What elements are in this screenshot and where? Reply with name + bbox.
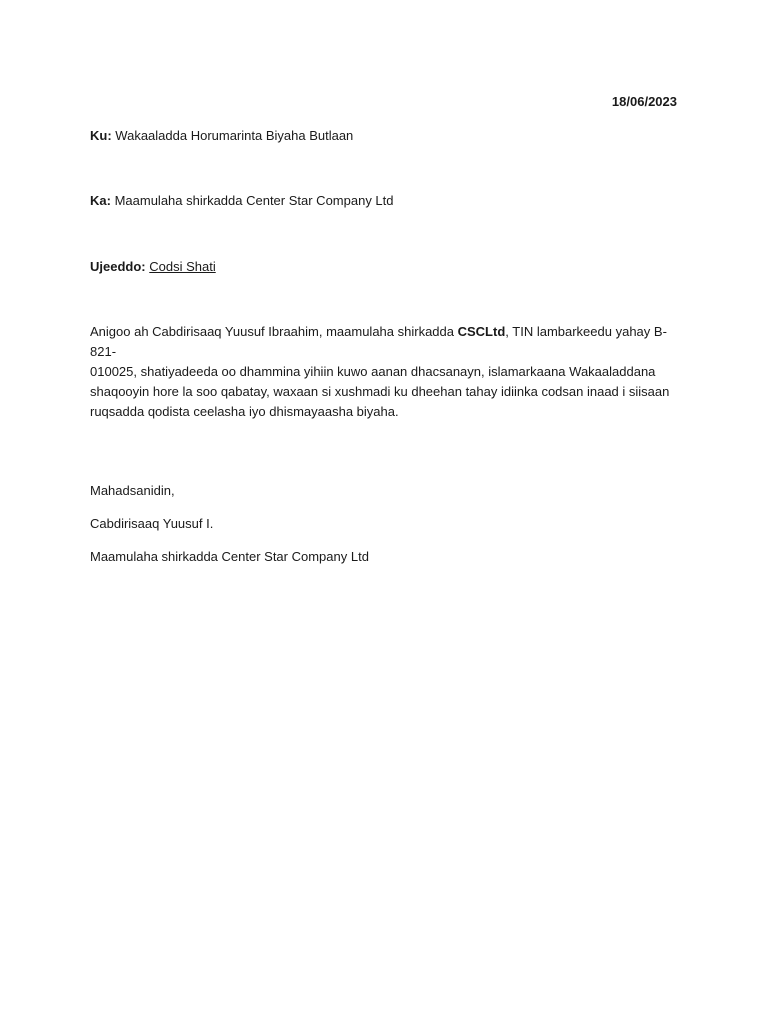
sender-label: Ka: (90, 193, 111, 208)
body-line-4: ruqsadda qodista ceelasha iyo dhismayaasha biyaha. (90, 404, 399, 419)
subject-value: Codsi Shati (149, 259, 216, 274)
sender-value: Maamulaha shirkadda Center Star Company Ltd (114, 193, 394, 208)
letter-date: 18/06/2023 (611, 94, 677, 109)
subject-label: Ujeeddo: (90, 259, 146, 274)
closing: Mahadsanidin, (90, 483, 175, 498)
body-line-1 (90, 322, 680, 362)
letter-body (90, 322, 680, 422)
recipient-label: Ku: (90, 128, 112, 143)
company-abbreviation: CSCLtd (457, 324, 506, 339)
subject-line (90, 258, 216, 276)
sender-line (90, 192, 394, 210)
body-line-3: shaqooyin hore la soo qabatay, waxaan si xushmadi ku dheehan tahay idiinka codsan inaad i siisaan (90, 384, 670, 399)
body-line-1-post: , TIN lambarkeedu yahay B-821- (90, 324, 667, 359)
signer-name: Cabdirisaaq Yuusuf I. (90, 516, 214, 531)
body-line-2: 010025, shatiyadeeda oo dhammina yihiin kuwo aanan dhacsanayn, islamarkaana Wakaaladdana (90, 364, 656, 379)
body-line-1-pre: Anigoo ah Cabdirisaaq Yuusuf Ibraahim, maamulaha shirkadda (90, 324, 458, 339)
recipient-line (90, 127, 353, 145)
recipient-value: Wakaaladda Horumarinta Biyaha Butlaan (115, 128, 354, 143)
signer-title: Maamulaha shirkadda Center Star Company Ltd (90, 549, 369, 564)
